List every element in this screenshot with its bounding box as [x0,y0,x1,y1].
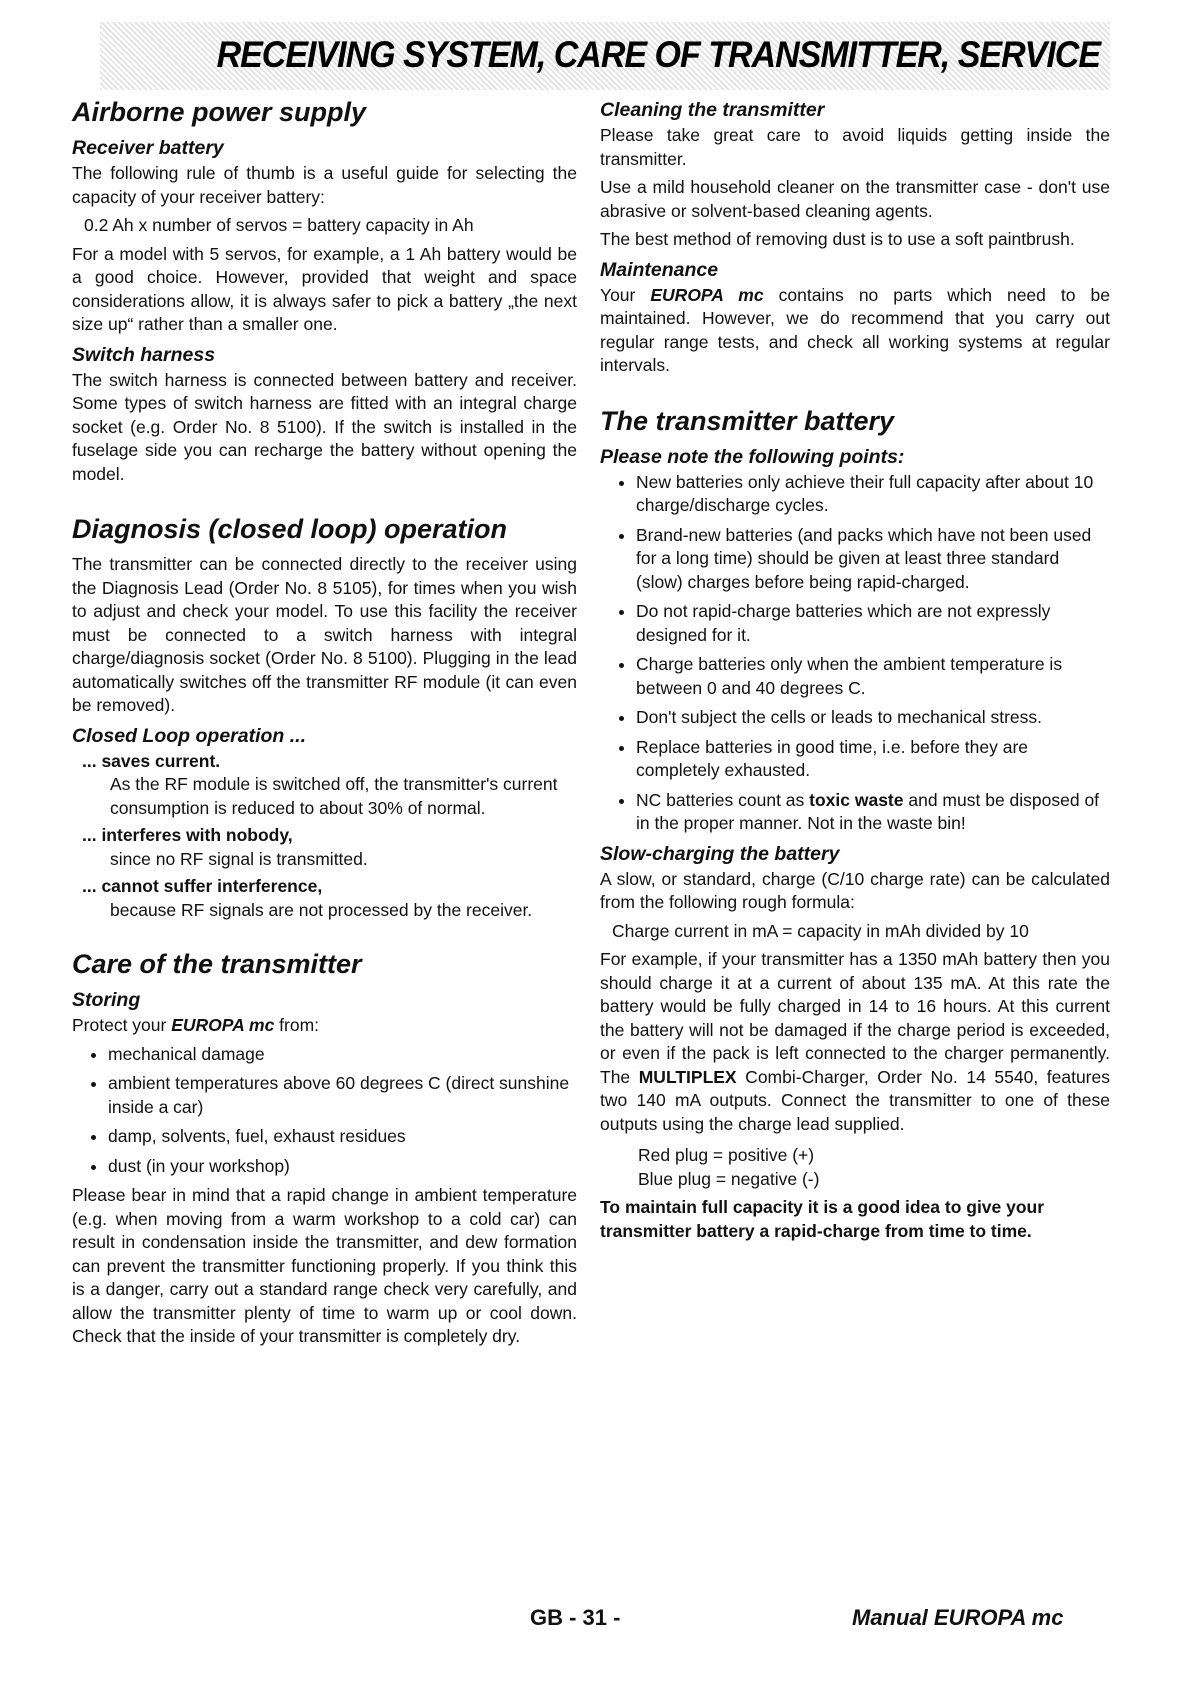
list-item: • dust (in your workshop) [108,1155,577,1179]
brand-name: EUROPA mc [171,1015,275,1035]
header-banner [100,22,1110,90]
list-item: • Brand-new batteries (and packs which have not been used for a long time) should be given at least three standard (slow) charges before being rapid-charged. [636,524,1110,595]
paragraph [600,284,1110,378]
closed-item-text: As the RF module is switched off, the transmitter's current consumption is reduced to about 30% of normal. [110,774,558,818]
final-note: To maintain full capacity it is a good idea to give your transmitter battery a rapid-charge from time to time. [600,1197,1045,1241]
paragraph: Please take great care to avoid liquids getting inside the transmitter. [600,125,1110,169]
list-item: • ambient temperatures above 60 degrees C (direct sunshine inside a car) [108,1072,577,1119]
closed-item-text: since no RF signal is transmitted. [110,848,368,869]
heading-receiver-battery: Receiver battery [72,137,224,159]
text: contains no parts which need to be maintained. However, we do recommend that you carry out regular range tests, and check all working systems at regular intervals. [600,284,1110,375]
heading-care: Care of the transmitter [72,949,362,979]
left-column [72,92,577,1354]
list-item: • Do not rapid-charge batteries which are not expressly designed for it. [636,600,1110,647]
list-item: • Don't subject the cells or leads to mechanical stress. [636,706,1110,730]
list-item [636,789,1110,836]
closed-item-text: because RF signals are not processed by the receiver. [110,899,533,920]
points-list [600,471,1110,836]
plug-blue: Blue plug = negative (-) [638,1168,820,1189]
paragraph: The following rule of thumb is a useful guide for selecting the capacity of your receiver battery: [72,163,577,207]
closed-item [82,750,577,821]
page-header-title: RECEIVING SYSTEM, CARE OF TRANSMITTER, SERVICE [216,34,1100,76]
text: from: [274,1015,320,1035]
brand-name: MULTIPLEX [638,1066,737,1087]
heading-cleaning: Cleaning the transmitter [600,99,825,121]
heading-storing: Storing [72,989,141,1011]
formula: Charge current in mA = capacity in mAh divided by 10 [612,920,1029,941]
closed-item [82,824,577,871]
closed-item [82,875,577,922]
heading-note: Please note the following points: [600,445,905,468]
paragraph: A slow, or standard, charge (C/10 charge rate) can be calculated from the following rough formula: [600,868,1110,912]
formula: 0.2 Ah x number of servos = battery capacity in Ah [84,215,474,235]
manual-title: Manual EUROPA mc [852,1605,1064,1630]
brand-name: EUROPA mc [650,284,764,305]
storing-list [72,1043,577,1179]
list-item: • Replace batteries in good time, i.e. before they are completely exhausted. [636,736,1110,783]
paragraph: The transmitter can be connected directly to the receiver using the Diagnosis Lead (Order No. 8 5105), for times when you wish to adjust and check your model. To use this facility the receiver must be connected to a switch harness with integral charge/diagnosis socket (Order No. 8 5100). Plugging in the lead automatically switches off the transmitter RF module (it can even be removed). [72,554,577,715]
closed-item-title: ... saves current. [82,750,221,771]
text: Combi-Charger, Order No. 14 5540, features two 140 mA outputs. Connect the transmitter to one of these outputs using the charge lead supplied. [600,1066,1110,1134]
plug-red: Red plug = positive (+) [638,1145,815,1165]
closed-item-title: ... cannot suffer interference, [82,876,323,896]
list-item: • mechanical damage [108,1043,577,1067]
list-item: • New batteries only achieve their full capacity after about 10 charge/discharge cycles. [636,471,1110,518]
right-column [600,92,1110,1248]
text: Protect your [72,1015,172,1035]
paragraph [600,948,1110,1136]
heading-transmitter-battery: The transmitter battery [600,405,895,436]
text: and must be disposed of in the proper manner. Not in the waste bin! [636,789,1100,833]
text: Your [600,284,651,305]
list-item: • damp, solvents, fuel, exhaust residues [108,1125,577,1149]
paragraph: The best method of removing dust is to use a soft paintbrush. [600,229,1075,249]
heading-switch-harness: Switch harness [72,343,216,366]
heading-maintenance: Maintenance [600,258,719,281]
paragraph [72,1014,577,1038]
text: NC batteries count as [636,789,810,810]
paragraph: The switch harness is connected between battery and receiver. Some types of switch harness are fitted with an integral charge socket (e.g. Order No. 8 5100). If the switch is installed in the fuselage side you can recharge the battery without opening the model. [72,369,577,484]
heading-slow-charging: Slow-charging the battery [600,842,840,865]
paragraph: For a model with 5 servos, for example, a 1 Ah battery would be a good choice. However, provided that weight and space considerations allow, it is always safer to pick a battery „the next size up“ rather than a smaller one. [72,243,577,334]
paragraph: Please bear in mind that a rapid change in ambient temperature (e.g. when moving from a warm workshop to a cold car) can result in condensation inside the transmitter, and dew formation can prevent the transmitter functioning properly. If you think this is a danger, carry out a standard range check very carefully, and allow the transmitter plenty of time to warm up or cool down. Check that the inside of your transmitter is completely dry. [72,1185,577,1346]
emphasis: toxic waste [809,789,904,810]
list-item: • Charge batteries only when the ambient temperature is between 0 and 40 degrees C. [636,653,1110,700]
closed-item-title: ... interferes with nobody, [82,825,293,845]
page-number: GB - 31 - [530,1605,621,1630]
heading-closed-loop: Closed Loop operation ... [72,724,306,747]
paragraph: Use a mild household cleaner on the transmitter case - don't use abrasive or solvent-based cleaning agents. [600,177,1110,221]
heading-diagnosis: Diagnosis (closed loop) operation [72,514,508,544]
heading-airborne: Airborne power supply [72,97,367,127]
text: For example, if your transmitter has a 1350 mAh battery then you should charge it at a current of about 135 mA. At this rate the battery would be fully charged in 14 to 16 hours. At this current the battery will not be damaged if the charge period is exceeded, or even if the pack is left connected to the charger permanently. The [600,949,1110,1087]
